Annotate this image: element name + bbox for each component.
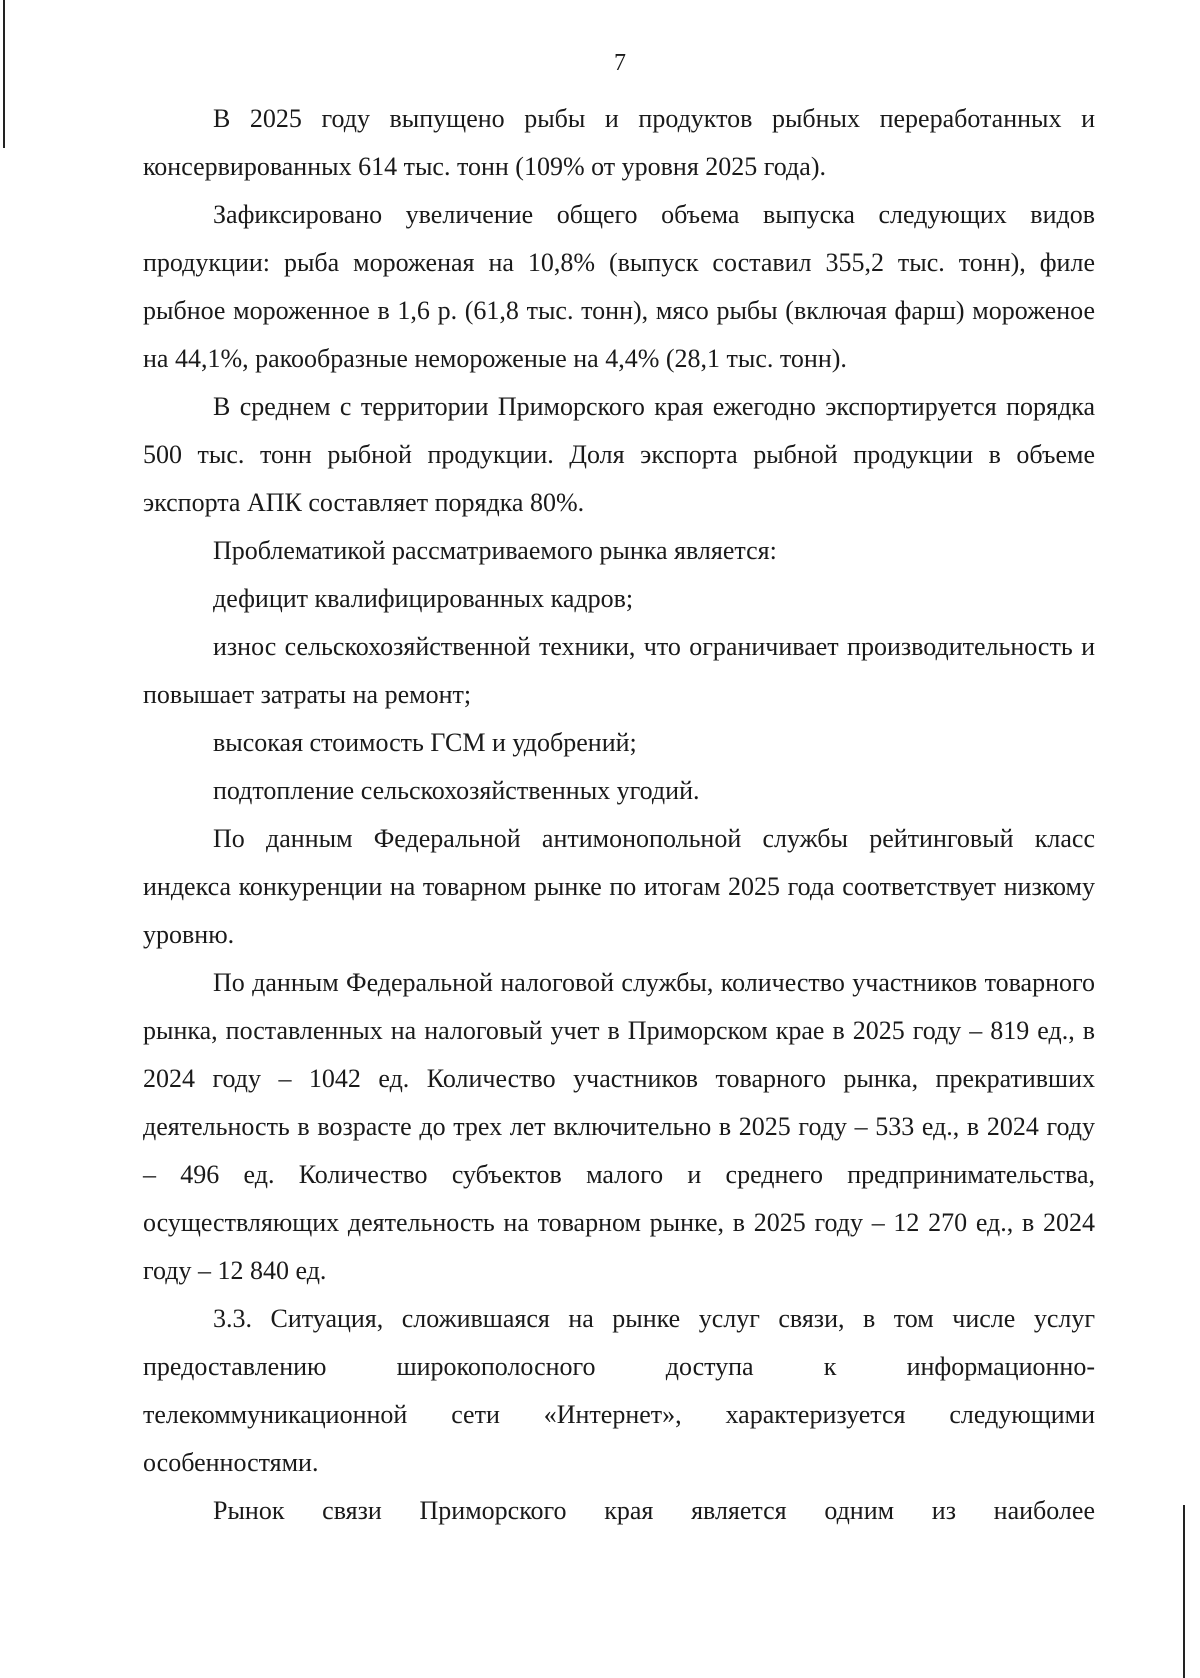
paragraph-section-3-3: 3.3. Ситуация, сложившаяся на рынке услуг связи, в том числе услуг предоставлению широкополосного доступа к информационно-телекоммуникационной сети «Интернет», характеризуется следующими особенностями. xyxy=(143,1304,1095,1477)
list-item-fuel-cost: высокая стоимость ГСМ и удобрений; xyxy=(213,728,637,757)
page-number: 7 xyxy=(614,50,626,76)
paragraph-problems-intro: Проблематикой рассматриваемого рынка является: xyxy=(213,536,777,565)
paragraph-communication-market: Рынок связи Приморского края является одним из наиболее xyxy=(213,1496,1095,1525)
list-item-staff-shortage: дефицит квалифицированных кадров; xyxy=(213,584,634,613)
paragraph-fish-output: В 2025 году выпущено рыбы и продуктов рыбных переработанных и консервированных 614 тыс. тонн (109% от уровня 2025 года). xyxy=(143,104,1095,181)
document-body xyxy=(143,95,1095,1535)
list-item-flooding: подтопление сельскохозяйственных угодий. xyxy=(213,776,700,805)
paragraph-fas-rating: По данным Федеральной антимонопольной службы рейтинговый класс индекса конкуренции на товарном рынке по итогам 2025 года соответствует низкому уровню. xyxy=(143,824,1095,949)
paragraph-export: В среднем с территории Приморского края ежегодно экспортируется порядка 500 тыс. тонн рыбной продукции. Доля экспорта рыбной продукции в объеме экспорта АПК составляет порядка 80%. xyxy=(143,392,1095,517)
paragraph-production-increase: Зафиксировано увеличение общего объема выпуска следующих видов продукции: рыба мороженая на 10,8% (выпуск составил 355,2 тыс. тонн), филе рыбное мороженное в 1,6 р. (61,8 тыс. тонн), мясо рыбы (включая фарш) мороженое на 44,1%, ракообразные немороженые на 4,4% (28,1 тыс. тонн). xyxy=(143,200,1095,373)
list-item-equipment-wear: износ сельскохозяйственной техники, что ограничивает производительность и повышает затраты на ремонт; xyxy=(143,632,1095,709)
scan-edge-right xyxy=(1183,1505,1185,1678)
paragraph-tax-service: По данным Федеральной налоговой службы, количество участников товарного рынка, поставленных на налоговый учет в Приморском крае в 2025 году – 819 ед., в 2024 году – 1042 ед. Количество участников товарного рынка, прекративших деятельность в возрасте до трех лет включительно в 2025 году – 533 ед., в 2024 году – 496 ед. Количество субъектов малого и среднего предпринимательства, осуществляющих деятельность на товарном рынке, в 2025 году – 12 270 ед., в 2024 году – 12 840 ед. xyxy=(143,968,1095,1285)
